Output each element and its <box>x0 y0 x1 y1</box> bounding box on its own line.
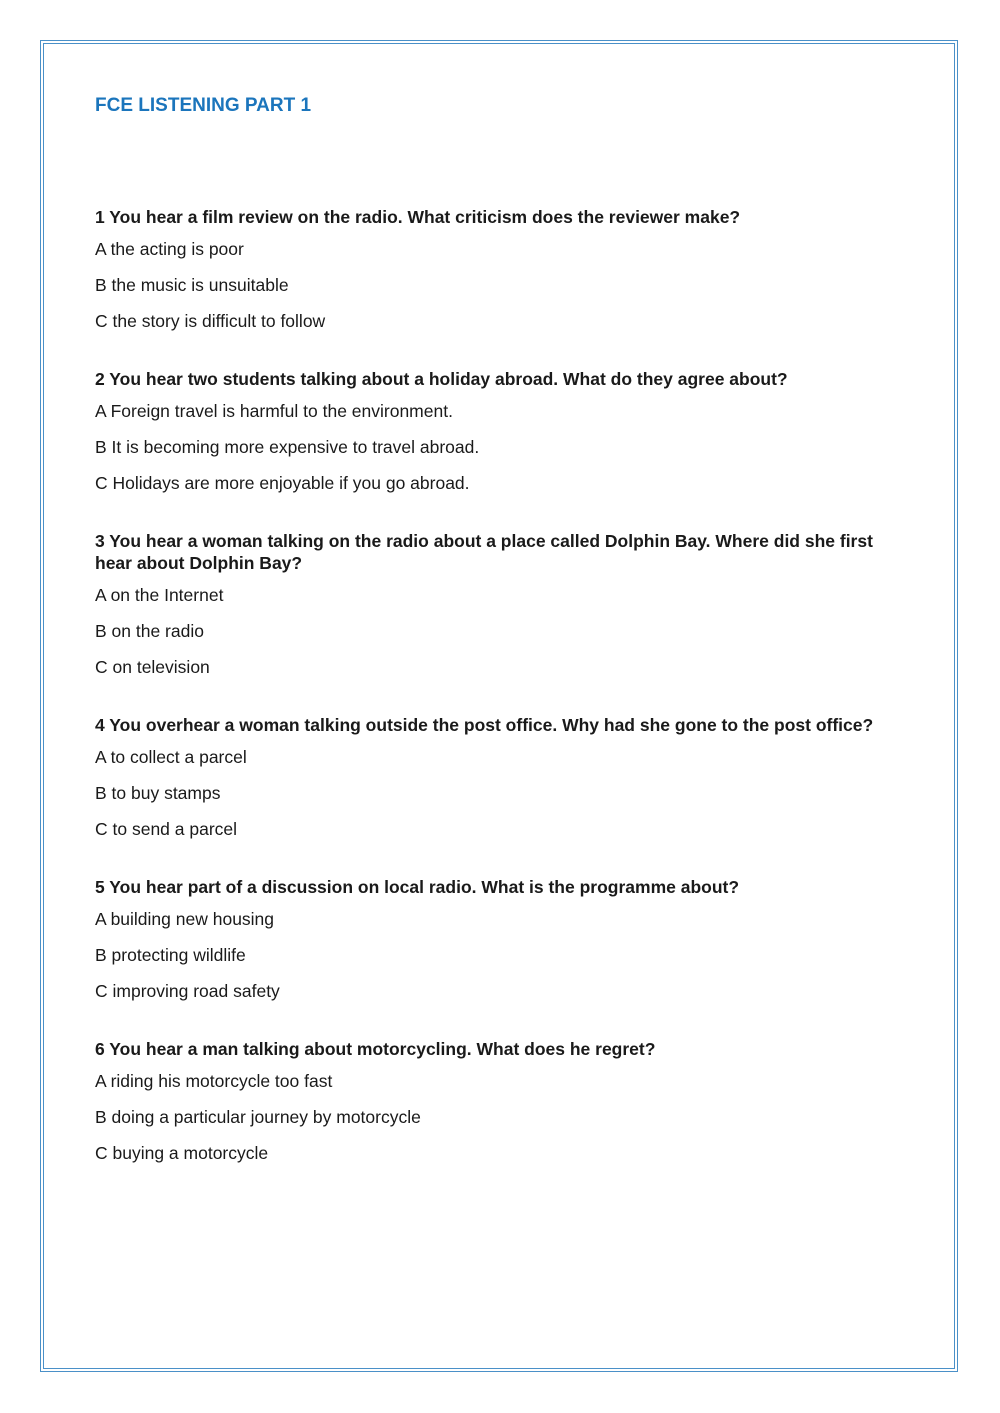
option-a: A the acting is poor <box>95 239 244 259</box>
question-1 <box>95 206 895 332</box>
option-c: C on television <box>95 657 210 677</box>
question-text: 3 You hear a woman talking on the radio about a place called Dolphin Bay. Where did she first hear about Dolphin Bay? <box>95 531 873 573</box>
question-6 <box>95 1038 895 1164</box>
question-4 <box>95 714 895 840</box>
option-a: A building new housing <box>95 909 275 929</box>
question-text: 4 You overhear a woman talking outside the post office. Why had she gone to the post office? <box>95 715 874 735</box>
option-c: C buying a motorcycle <box>95 1143 269 1163</box>
option-c: C improving road safety <box>95 981 280 1001</box>
option-c: C the story is difficult to follow <box>95 311 326 331</box>
option-a: A Foreign travel is harmful to the environment. <box>95 401 453 421</box>
question-2 <box>95 368 895 494</box>
option-a: A on the Internet <box>95 585 224 605</box>
option-b: B to buy stamps <box>95 783 221 803</box>
option-b: B the music is unsuitable <box>95 275 289 295</box>
option-c: C to send a parcel <box>95 819 238 839</box>
page-title: FCE LISTENING PART 1 <box>95 95 312 116</box>
option-b: B protecting wildlife <box>95 945 246 965</box>
option-b: B It is becoming more expensive to travel abroad. <box>95 437 480 457</box>
option-b: B on the radio <box>95 621 204 641</box>
question-5 <box>95 876 895 1002</box>
question-text: 6 You hear a man talking about motorcycling. What does he regret? <box>95 1039 656 1059</box>
worksheet-content <box>95 94 895 1200</box>
option-a: A to collect a parcel <box>95 747 247 767</box>
question-text: 1 You hear a film review on the radio. What criticism does the reviewer make? <box>95 207 741 227</box>
question-text: 2 You hear two students talking about a holiday abroad. What do they agree about? <box>95 369 788 389</box>
option-a: A riding his motorcycle too fast <box>95 1071 333 1091</box>
option-c: C Holidays are more enjoyable if you go abroad. <box>95 473 470 493</box>
question-3 <box>95 530 895 678</box>
question-text: 5 You hear part of a discussion on local radio. What is the programme about? <box>95 877 740 897</box>
option-b: B doing a particular journey by motorcycle <box>95 1107 421 1127</box>
question-list <box>95 206 895 1164</box>
